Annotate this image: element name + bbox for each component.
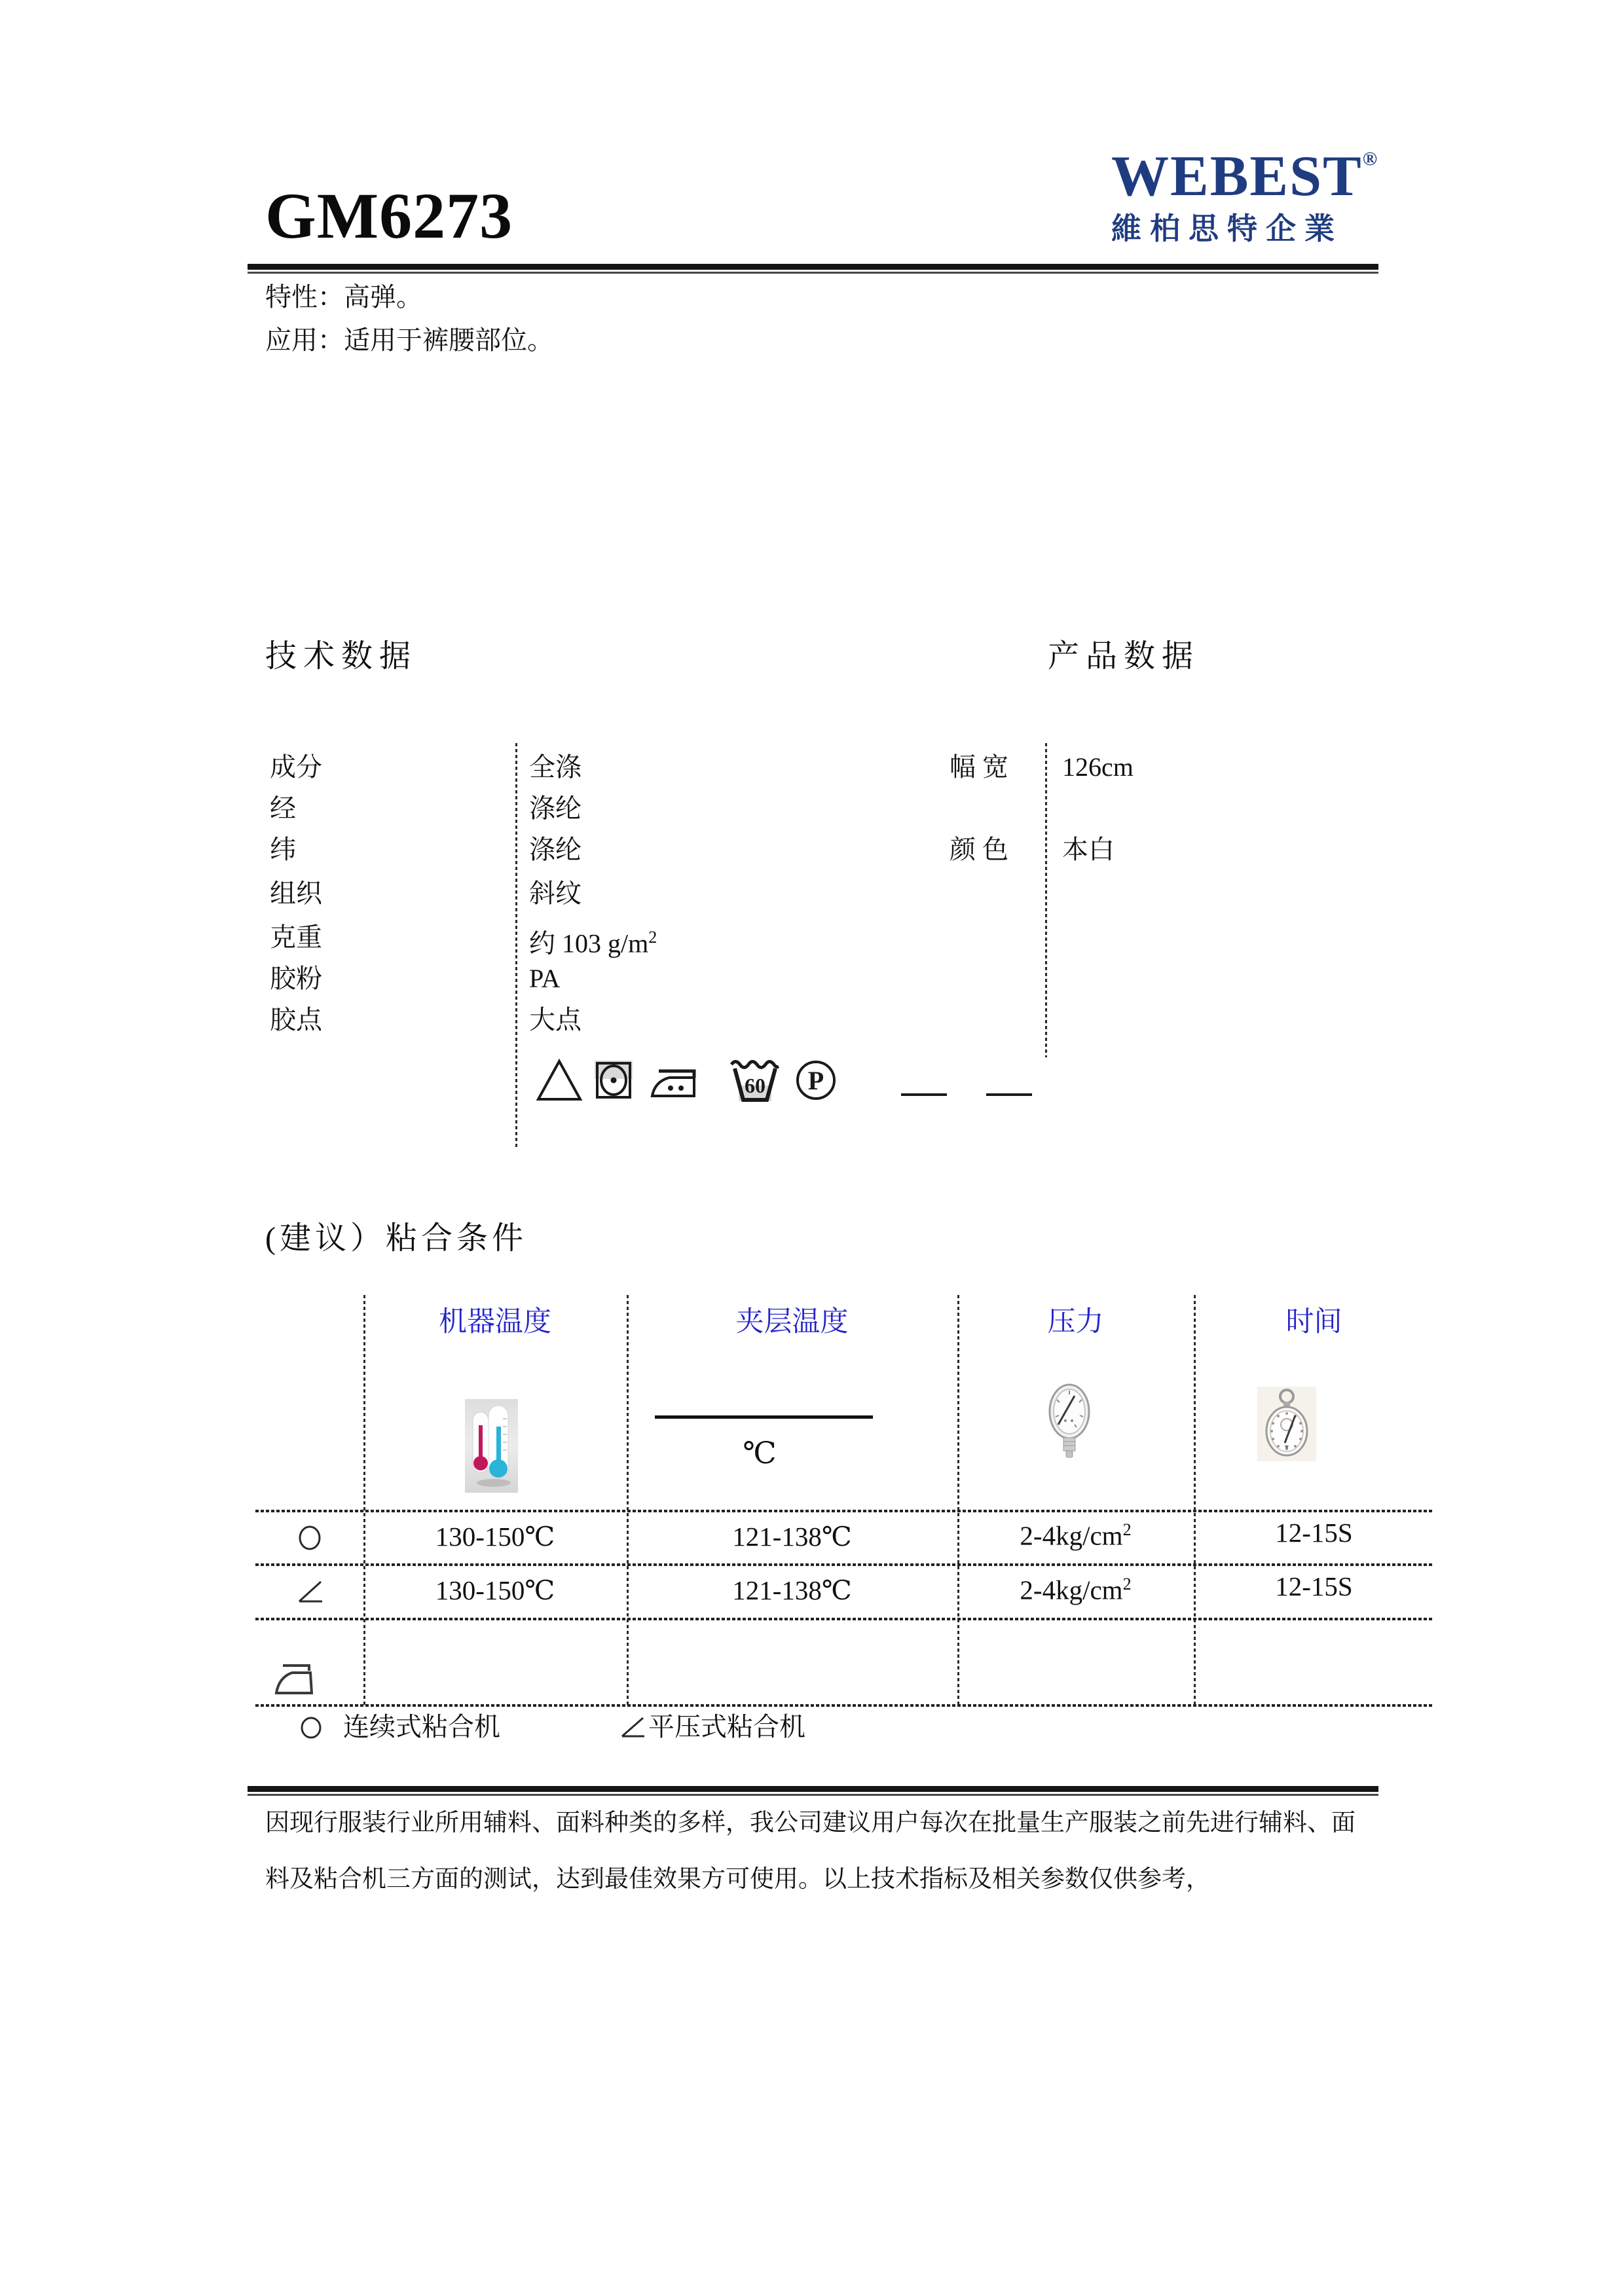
- bonding-cell-pressure: $2-4kg/cm^2$: [1020, 1575, 1132, 1605]
- spec-label: 胶粉: [270, 964, 322, 993]
- pressure-gauge-icon: [1048, 1383, 1091, 1461]
- dry-clean-letter: P: [807, 1066, 824, 1095]
- flat-press-angle-icon: [296, 1580, 323, 1604]
- spec-label: 组织: [270, 879, 322, 908]
- legend-continuous-machine: 连续式粘合机: [343, 1712, 500, 1741]
- bleach-triangle-icon: [536, 1058, 583, 1102]
- spec-value: 斜纹: [529, 879, 581, 908]
- spec-label: 纬: [270, 835, 296, 864]
- interlayer-blank-line: [655, 1415, 873, 1419]
- bonding-column-divider: [627, 1295, 629, 1705]
- superscript: 2: [648, 928, 657, 947]
- thermometer-icon: [465, 1399, 518, 1493]
- tumble-dry-icon: [593, 1061, 634, 1100]
- footer-divider: [248, 1786, 1378, 1796]
- blank-underscore-line: [986, 1093, 1032, 1096]
- bonding-column-header: 时间: [1285, 1307, 1342, 1338]
- spec-label: 克重: [270, 922, 322, 952]
- tech-data-title: 技术数据: [265, 639, 418, 674]
- spec-value: 涤纶: [529, 793, 581, 823]
- bonding-row-divider: [255, 1618, 1434, 1620]
- tech-table-divider: [515, 743, 517, 1148]
- logo-company-text: 維柏思特企業: [1111, 211, 1343, 246]
- spec-value: 本白: [1062, 835, 1115, 864]
- footer-note-line2: 料及粘合机三方面的测试，达到最佳效果方可使用。以上技术指标及相关参数仅供参考，: [265, 1866, 1210, 1893]
- spec-label: 经: [270, 793, 296, 823]
- page-title: GM6273: [265, 179, 513, 252]
- superscript: 2: [1122, 1575, 1132, 1594]
- spec-value: 全涤: [529, 752, 581, 782]
- bonding-column-divider: [1194, 1295, 1196, 1705]
- bonding-column-header: 夹层温度: [735, 1307, 849, 1338]
- spec-label: 颜 色: [950, 835, 1008, 864]
- logo-brand-text: WEBEST®: [1111, 145, 1378, 208]
- bonding-cell-time: 12-15S: [1275, 1518, 1353, 1548]
- spec-value: 约 103 $g/m^2$: [529, 928, 657, 958]
- feature-line: 特性：高弹。: [265, 282, 422, 312]
- celsius-unit: ℃: [743, 1436, 777, 1470]
- iron-machine-icon: [274, 1662, 316, 1698]
- product-table-divider: [1045, 743, 1047, 1057]
- footer-note-line1: 因现行服装行业所用辅料、面料种类的多样，我公司建议用户每次在批量生产服装之前先进行辅料、面: [265, 1810, 1356, 1836]
- bonding-cell-interlayer-temp: 121-138℃: [732, 1522, 852, 1552]
- bonding-cell-interlayer-temp: 121-138℃: [732, 1575, 852, 1605]
- registered-trademark-icon: ®: [1362, 148, 1378, 170]
- application-line: 应用：适用于裤腰部位。: [265, 325, 553, 355]
- spec-label: 胶点: [270, 1005, 322, 1034]
- blank-underscore-line: [901, 1093, 947, 1096]
- bonding-cell-time: 12-15S: [1275, 1571, 1353, 1601]
- company-logo: [1111, 145, 1386, 246]
- spec-label: 成分: [270, 752, 322, 782]
- iron-two-dots-icon: [648, 1066, 699, 1101]
- flat-press-angle-icon: [619, 1717, 646, 1739]
- legend-flat-press-machine: 平压式粘合机: [648, 1712, 805, 1741]
- spec-value: PA: [529, 964, 561, 993]
- wash-temp-label: 60: [745, 1074, 766, 1097]
- spec-label: 幅 宽: [950, 752, 1008, 782]
- stopwatch-icon: [1257, 1387, 1316, 1461]
- bonding-cell-machine-temp: 130-150℃: [435, 1575, 555, 1605]
- bonding-column-header: 压力: [1047, 1307, 1104, 1338]
- product-data-title: 产品数据: [1048, 639, 1200, 674]
- bonding-column-divider: [363, 1295, 365, 1705]
- continuous-machine-circle-icon: [300, 1717, 322, 1739]
- wash-60-icon: [728, 1055, 782, 1105]
- spec-value: 涤纶: [529, 835, 581, 864]
- bonding-cell-machine-temp: 130-150℃: [435, 1522, 555, 1552]
- bonding-column-divider: [957, 1295, 959, 1705]
- spec-value: 126cm: [1062, 752, 1134, 782]
- continuous-machine-circle-icon: [298, 1525, 322, 1550]
- superscript: 2: [1122, 1520, 1132, 1539]
- spec-value: 大点: [529, 1005, 581, 1034]
- dry-clean-p-icon: [795, 1059, 837, 1101]
- header-divider: [248, 264, 1378, 274]
- bonding-title: (建议）粘合条件: [265, 1221, 527, 1256]
- bonding-cell-pressure: $2-4kg/cm^2$: [1020, 1520, 1132, 1551]
- bonding-column-header: 机器温度: [439, 1307, 551, 1338]
- bonding-row-divider: [255, 1704, 1434, 1707]
